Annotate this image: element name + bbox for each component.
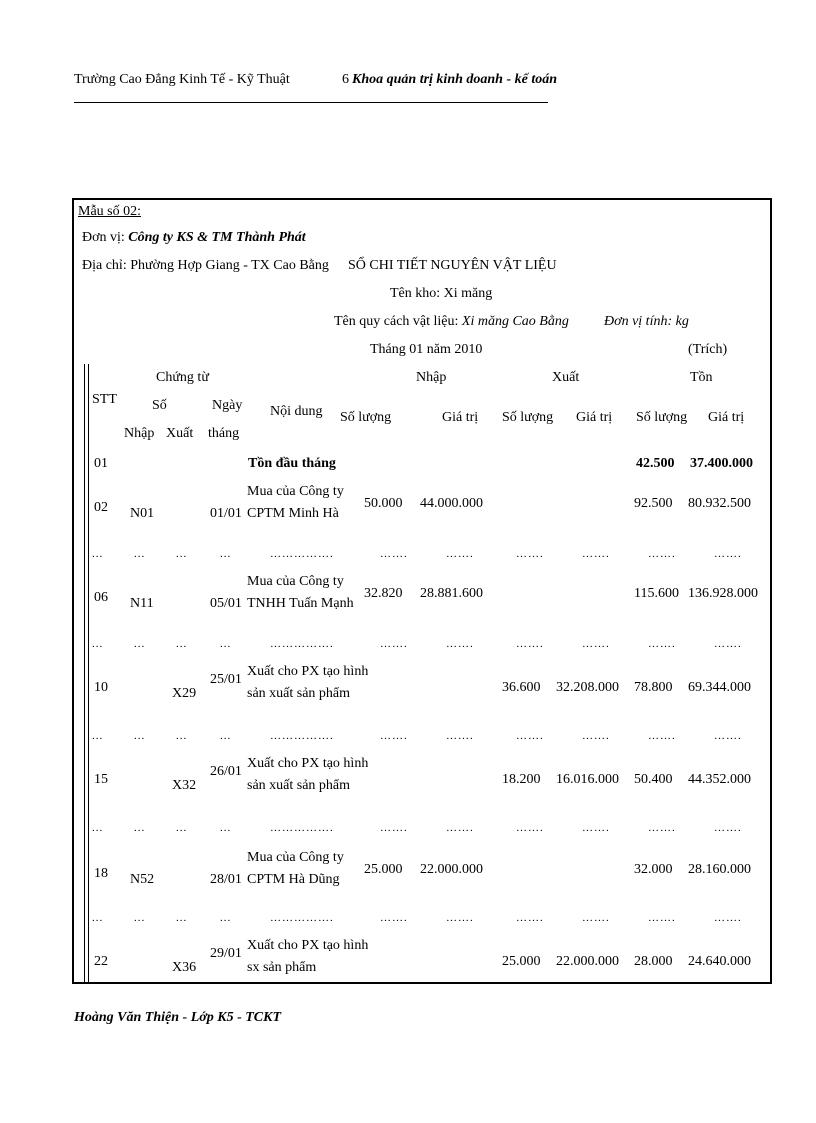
ellipsis-export-no: ... <box>176 548 188 560</box>
form-code: Mẫu số 02: <box>78 204 141 219</box>
ellipsis-stock-value: ……. <box>714 548 742 560</box>
row-import-no: N11 <box>130 596 154 611</box>
address-value: Phường Hợp Giang - TX Cao Bằng <box>130 258 329 273</box>
ellipsis-date: ... <box>220 730 232 742</box>
ellipsis-stt: ... <box>92 548 104 560</box>
ellipsis-export-qty: ……. <box>516 730 544 742</box>
warehouse-line <box>390 286 492 302</box>
ellipsis-import-qty: ……. <box>380 548 408 560</box>
header-divider <box>74 102 548 103</box>
table-left-border-inner <box>88 364 89 984</box>
warehouse-value: Xi măng <box>443 286 493 301</box>
ellipsis-stock-qty: ……. <box>648 638 676 650</box>
row-date: 26/01 <box>210 764 242 779</box>
ellipsis-import-value: ……. <box>446 638 474 650</box>
ellipsis-export-no: ... <box>176 822 188 834</box>
row-stt: 02 <box>94 500 108 515</box>
row-content-line2: sx sản phẩm <box>247 960 317 975</box>
col-stt: STT <box>92 392 117 407</box>
row-stt: 06 <box>94 590 108 605</box>
ellipsis-export-no: ... <box>176 912 188 924</box>
row-content-line1: Mua của Công ty <box>247 574 344 589</box>
ellipsis-import-value: ……. <box>446 912 474 924</box>
row-import-value: 22.000.000 <box>420 862 483 877</box>
ellipsis-stock-qty: ……. <box>648 548 676 560</box>
opening-stock-value: 37.400.000 <box>690 456 753 471</box>
ellipsis-content: ……………. <box>270 730 334 742</box>
row-export-no: X29 <box>172 686 197 701</box>
row-import-qty: 32.820 <box>364 586 403 601</box>
opening-content: Tồn đầu tháng <box>248 456 336 471</box>
col-export: Xuất <box>552 370 580 385</box>
spec-value: Xi măng Cao Bằng <box>461 314 569 329</box>
ellipsis-stock-value: ……. <box>714 822 742 834</box>
row-stock-qty: 78.800 <box>634 680 673 695</box>
ellipsis-stock-qty: ……. <box>648 822 676 834</box>
row-stock-value: 44.352.000 <box>688 772 751 787</box>
excerpt-note: (Trích) <box>688 342 728 357</box>
col-content: Nội dung <box>270 404 323 419</box>
row-stock-value: 80.932.500 <box>688 496 751 511</box>
row-content-line2: CPTM Minh Hà <box>247 506 339 521</box>
row-stock-qty: 50.400 <box>634 772 673 787</box>
ellipsis-stock-value: ……. <box>714 638 742 650</box>
ellipsis-content: ……………. <box>270 638 334 650</box>
row-stock-value: 28.160.000 <box>688 862 751 877</box>
school-name: Trường Cao Đẳng Kinh Tế - Kỹ Thuật <box>74 72 290 87</box>
ellipsis-export-value: ……. <box>582 912 610 924</box>
author-footer: Hoàng Văn Thiện - Lớp K5 - TCKT <box>74 1010 282 1025</box>
row-stt: 22 <box>94 954 108 969</box>
unit-label: Đơn vị: <box>82 230 125 245</box>
unit-line <box>82 230 306 246</box>
row-date: 25/01 <box>210 672 242 687</box>
row-stock-qty: 32.000 <box>634 862 673 877</box>
ellipsis-stock-value: ……. <box>714 730 742 742</box>
row-stock-value: 69.344.000 <box>688 680 751 695</box>
ellipsis-date: ... <box>220 548 232 560</box>
row-export-value: 32.208.000 <box>556 680 619 695</box>
opening-stt: 01 <box>94 456 108 471</box>
ellipsis-content: ……………. <box>270 548 334 560</box>
row-date: 28/01 <box>210 872 242 887</box>
ellipsis-date: ... <box>220 638 232 650</box>
row-content-line2: sản xuất sản phẩm <box>247 686 351 701</box>
ellipsis-date: ... <box>220 912 232 924</box>
row-content-line1: Xuất cho PX tạo hình <box>247 664 369 679</box>
ellipsis-import-qty: ……. <box>380 730 408 742</box>
ellipsis-stt: ... <box>92 912 104 924</box>
col-stock-qty: Số lượng <box>636 410 688 425</box>
ellipsis-export-no: ... <box>176 638 188 650</box>
spec-line <box>334 314 569 330</box>
ellipsis-import-no: ... <box>134 730 146 742</box>
ellipsis-export-value: ……. <box>582 638 610 650</box>
row-date: 01/01 <box>210 506 242 521</box>
col-export-qty: Số lượng <box>502 410 554 425</box>
row-content-line1: Mua của Công ty <box>247 484 344 499</box>
ellipsis-stt: ... <box>92 730 104 742</box>
warehouse-label: Tên kho: <box>390 286 441 301</box>
row-stock-qty: 28.000 <box>634 954 673 969</box>
row-content-line2: sản xuất sản phẩm <box>247 778 351 793</box>
ellipsis-date: ... <box>220 822 232 834</box>
col-stock-value: Giá trị <box>708 410 745 425</box>
ellipsis-export-qty: ……. <box>516 638 544 650</box>
opening-stock-qty: 42.500 <box>636 456 675 471</box>
row-export-no: X36 <box>172 960 197 975</box>
row-export-no: X32 <box>172 778 197 793</box>
row-import-value: 28.881.600 <box>420 586 483 601</box>
ellipsis-stock-qty: ……. <box>648 730 676 742</box>
col-import-qty: Số lượng <box>340 410 392 425</box>
row-content-line2: TNHH Tuấn Mạnh <box>247 596 354 611</box>
ellipsis-export-no: ... <box>176 730 188 742</box>
row-content-line1: Xuất cho PX tạo hình <box>247 756 369 771</box>
department-name: Khoa quản trị kinh doanh - kế toán <box>352 72 558 87</box>
ellipsis-content: ……………. <box>270 822 334 834</box>
col-import: Nhập <box>416 370 447 385</box>
row-stt: 10 <box>94 680 108 695</box>
ellipsis-export-value: ……. <box>582 822 610 834</box>
address-label: Địa chỉ: <box>82 258 127 273</box>
col-export-no: Xuất <box>166 426 194 441</box>
ellipsis-import-no: ... <box>134 638 146 650</box>
table-left-border <box>84 364 85 984</box>
row-export-qty: 36.600 <box>502 680 541 695</box>
row-import-qty: 25.000 <box>364 862 403 877</box>
col-number: Số <box>152 398 167 413</box>
row-content-line2: CPTM Hà Dũng <box>247 872 340 887</box>
ellipsis-export-qty: ……. <box>516 822 544 834</box>
row-content-line1: Mua của Công ty <box>247 850 344 865</box>
row-import-qty: 50.000 <box>364 496 403 511</box>
row-date: 29/01 <box>210 946 242 961</box>
ellipsis-export-value: ……. <box>582 548 610 560</box>
row-import-value: 44.000.000 <box>420 496 483 511</box>
ledger-title: SỔ CHI TIẾT NGUYÊN VẬT LIỆU <box>348 258 557 273</box>
unit-name: Công ty KS & TM Thành Phát <box>128 230 306 245</box>
row-export-value: 16.016.000 <box>556 772 619 787</box>
ellipsis-export-qty: ……. <box>516 912 544 924</box>
row-stt: 15 <box>94 772 108 787</box>
ellipsis-import-qty: ……. <box>380 912 408 924</box>
row-date: 05/01 <box>210 596 242 611</box>
col-export-value: Giá trị <box>576 410 613 425</box>
ellipsis-import-qty: ……. <box>380 638 408 650</box>
col-voucher: Chứng từ <box>156 370 209 385</box>
ellipsis-stock-value: ……. <box>714 912 742 924</box>
row-import-no: N01 <box>130 506 155 521</box>
unit-measure: Đơn vị tính: kg <box>604 314 689 329</box>
row-import-no: N52 <box>130 872 155 887</box>
period: Tháng 01 năm 2010 <box>370 342 483 357</box>
row-stock-qty: 115.600 <box>634 586 679 601</box>
col-import-value: Giá trị <box>442 410 479 425</box>
row-export-qty: 18.200 <box>502 772 541 787</box>
ellipsis-import-no: ... <box>134 822 146 834</box>
row-export-value: 22.000.000 <box>556 954 619 969</box>
ellipsis-stock-qty: ……. <box>648 912 676 924</box>
ellipsis-content: ……………. <box>270 912 334 924</box>
col-stock: Tồn <box>690 370 713 385</box>
col-date-l1: Ngày <box>212 398 243 413</box>
row-stock-value: 136.928.000 <box>688 586 758 601</box>
spec-label: Tên quy cách vật liệu: <box>334 314 459 329</box>
col-date-l2: tháng <box>208 426 240 441</box>
row-stock-qty: 92.500 <box>634 496 673 511</box>
ellipsis-export-value: ……. <box>582 730 610 742</box>
ellipsis-import-no: ... <box>134 912 146 924</box>
row-export-qty: 25.000 <box>502 954 541 969</box>
ellipsis-export-qty: ……. <box>516 548 544 560</box>
row-content-line1: Xuất cho PX tạo hình <box>247 938 369 953</box>
page-number: 6 <box>342 72 349 87</box>
ellipsis-stt: ... <box>92 822 104 834</box>
address-line <box>82 258 329 274</box>
row-stock-value: 24.640.000 <box>688 954 751 969</box>
row-stt: 18 <box>94 866 108 881</box>
ellipsis-import-no: ... <box>134 548 146 560</box>
col-import-no: Nhập <box>124 426 155 441</box>
ellipsis-stt: ... <box>92 638 104 650</box>
ellipsis-import-qty: ……. <box>380 822 408 834</box>
ellipsis-import-value: ……. <box>446 822 474 834</box>
ellipsis-import-value: ……. <box>446 730 474 742</box>
ellipsis-import-value: ……. <box>446 548 474 560</box>
